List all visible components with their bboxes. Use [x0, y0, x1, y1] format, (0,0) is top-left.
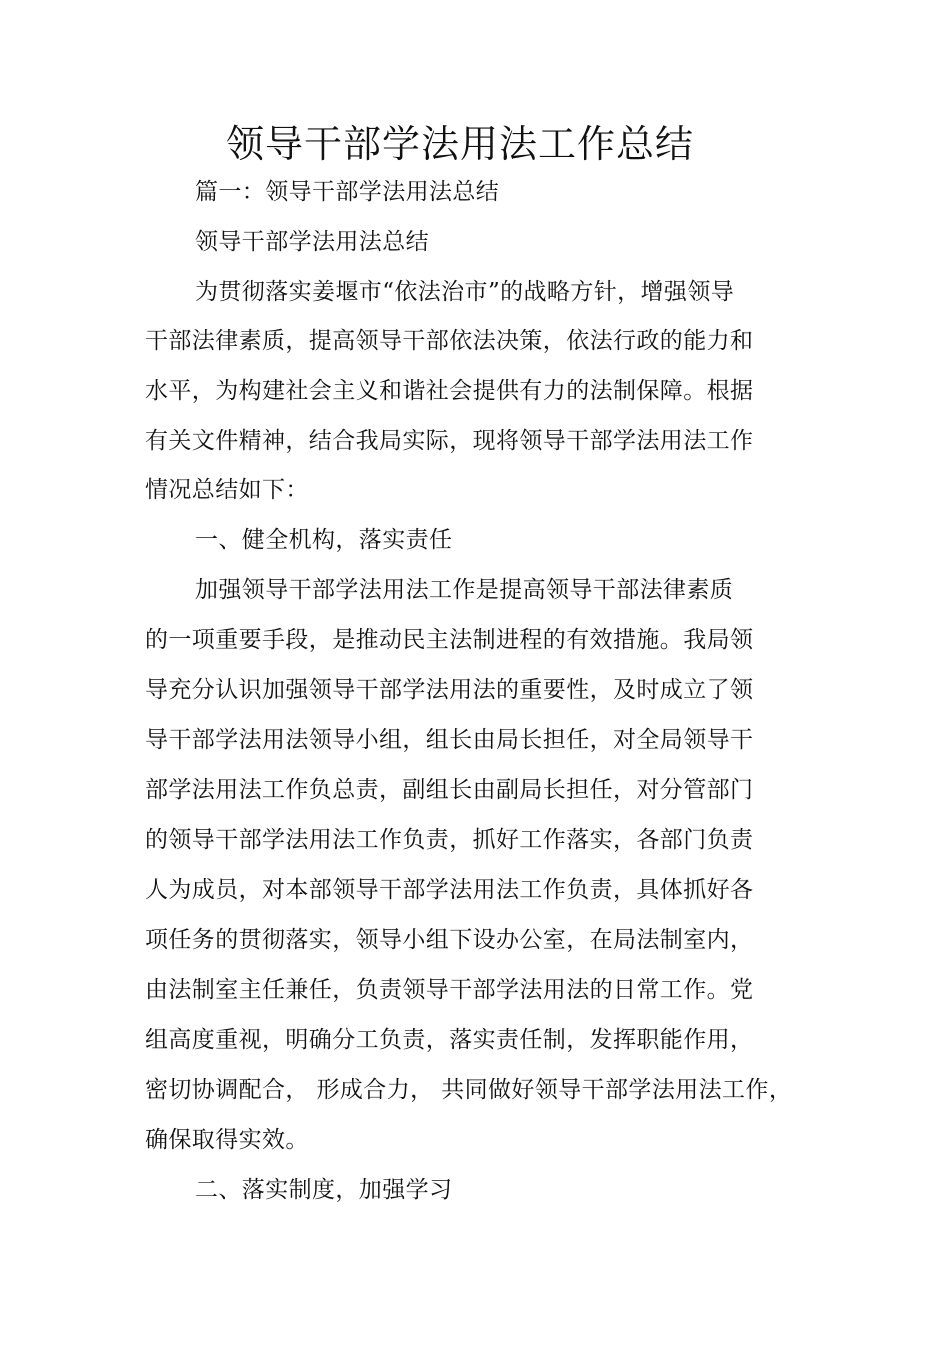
paragraph-line: 确保取得实效。	[145, 1127, 309, 1153]
paragraph-line: 由法制室主任兼任，负责领导干部学法用法的日常工作。党	[145, 977, 754, 1003]
paragraph-line: 部学法用法工作负总责，副组长由副局长担任，对分管部门	[145, 777, 754, 803]
paragraph-line: 组高度重视，明确分工负责，落实责任制，发挥职能作用，	[145, 1027, 754, 1053]
document-title: 领导干部学法用法工作总结	[225, 122, 694, 166]
paragraph-line: 的领导干部学法用法工作负责，抓好工作落实，各部门负责	[145, 827, 754, 853]
paragraph-line: 为贯彻落实姜堰市“依法治市”的战略方针，增强领导	[195, 279, 735, 305]
paragraph-line: 项任务的贯彻落实，领导小组下设办公室，在局法制室内，	[145, 927, 754, 953]
section-label: 篇一：领导干部学法用法总结	[195, 179, 500, 205]
paragraph-line: 干部法律素质，提高领导干部依法决策，依法行政的能力和	[145, 328, 754, 354]
section-heading-2: 二、落实制度，加强学习	[195, 1177, 453, 1203]
paragraph-line: 有关文件精神，结合我局实际，现将领导干部学法用法工作	[145, 428, 754, 454]
document-subtitle: 领导干部学法用法总结	[195, 229, 429, 255]
paragraph-line: 情况总结如下：	[145, 477, 309, 503]
section-heading-1: 一、健全机构，落实责任	[195, 527, 453, 553]
paragraph-line: 导充分认识加强领导干部学法用法的重要性，及时成立了领	[145, 677, 754, 703]
paragraph-line: 加强领导干部学法用法工作是提高领导干部法律素质	[195, 577, 734, 603]
paragraph-line: 导干部学法用法领导小组，组长由局长担任，对全局领导干	[145, 727, 754, 753]
paragraph-line: 密切协调配合， 形成合力， 共同做好领导干部学法用法工作，	[145, 1077, 793, 1103]
paragraph-line: 人为成员，对本部领导干部学法用法工作负责，具体抓好各	[145, 877, 754, 903]
paragraph-line: 的一项重要手段，是推动民主法制进程的有效措施。我局领	[145, 627, 754, 653]
paragraph-line: 水平，为构建社会主义和谐社会提供有力的法制保障。根据	[145, 378, 754, 404]
